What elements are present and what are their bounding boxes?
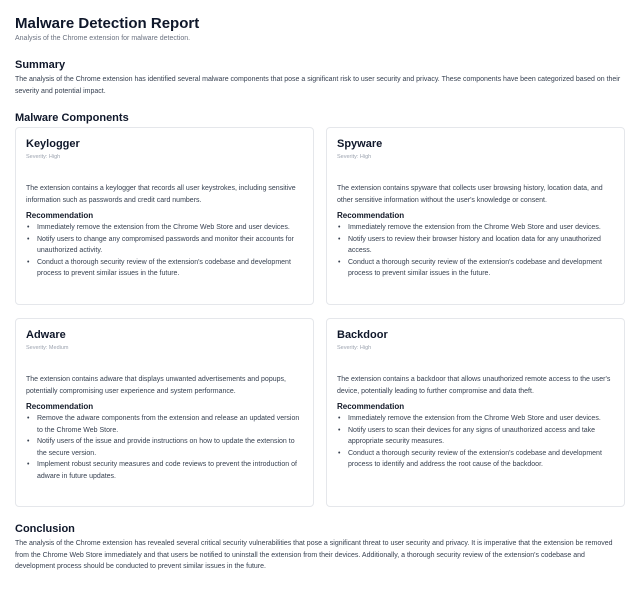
component-description: The extension contains a backdoor that allows unauthorized remote access to the user's device, potentially leading to further compromise and data theft.: [337, 376, 611, 395]
component-title: Backdoor: [337, 329, 388, 341]
recommendation-item: • Immediately remove the extension from the Chrome Web Store and user devices.: [337, 222, 614, 234]
component-card-adware: [15, 318, 314, 507]
component-card-spyware: [326, 127, 625, 305]
recommendation-list: [337, 413, 614, 471]
severity-label: Severity: Medium: [26, 345, 69, 351]
component-description: The extension contains adware that displays unwanted advertisements and popups, potentially compromising user experience and system performance.: [26, 376, 286, 395]
recommendation-item: • Notify users of the issue and provide instructions on how to update the extension to the secure version.: [26, 436, 303, 459]
recommendation-item: • Implement robust security measures and code reviews to prevent the introduction of adware in future updates.: [26, 459, 303, 482]
summary-heading: Summary: [15, 59, 66, 71]
component-title: Adware: [26, 329, 66, 341]
recommendation-item: • Notify users to change any compromised passwords and monitor their accounts for unauthorized activity.: [26, 234, 303, 257]
recommendation-list: [26, 413, 303, 482]
severity-label: Severity: High: [26, 154, 61, 160]
recommendation-item: • Conduct a thorough security review of the extension's codebase and development process to prevent similar issues in the future.: [26, 257, 303, 280]
recommendation-item: • Immediately remove the extension from the Chrome Web Store and user devices.: [337, 413, 614, 425]
recommendation-item: • Conduct a thorough security review of the extension's codebase and development process to prevent similar issues in the future.: [337, 257, 614, 280]
page-title: Malware Detection Report: [15, 15, 200, 32]
severity-label: Severity: High: [337, 154, 372, 160]
recommendation-heading: Recommendation: [337, 211, 405, 220]
recommendation-list: [26, 222, 303, 280]
recommendation-list: [337, 222, 614, 280]
recommendation-item: • Immediately remove the extension from the Chrome Web Store and user devices.: [26, 222, 303, 234]
severity-label: Severity: High: [337, 345, 372, 351]
recommendation-item: • Remove the adware components from the extension and release an updated version to the Chrome Web Store.: [26, 413, 303, 436]
component-description: The extension contains a keylogger that records all user keystrokes, including sensitive information such as passwords and credit card numbers.: [26, 185, 296, 204]
page-subtitle: Analysis of the Chrome extension for malware detection.: [15, 35, 191, 42]
recommendation-heading: Recommendation: [337, 402, 405, 411]
component-card-backdoor: [326, 318, 625, 507]
recommendation-item: • Notify users to scan their devices for any signs of unauthorized access and take appropriate security measures.: [337, 425, 614, 448]
components-heading: Malware Components: [15, 112, 129, 124]
components-grid: [15, 127, 625, 507]
conclusion-heading: Conclusion: [15, 523, 75, 535]
recommendation-item: • Notify users to review their browser history and location data for any unauthorized access.: [337, 234, 614, 257]
summary-text: The analysis of the Chrome extension has identified several malware components that pose a significant risk to user security and privacy. These components have been categorized based on their severity and potential impact.: [15, 76, 621, 95]
recommendation-heading: Recommendation: [26, 402, 94, 411]
recommendation-item: • Conduct a thorough security review of the extension's codebase and development process to identify and address the root cause of the backdoor.: [337, 448, 614, 471]
component-description: The extension contains spyware that collects user browsing history, location data, and other sensitive information without the user's knowledge or consent.: [337, 185, 603, 204]
component-title: Spyware: [337, 138, 383, 150]
conclusion-text: The analysis of the Chrome extension has revealed several critical security vulnerabilities that pose a significant threat to user security and privacy. It is imperative that the extension be removed from the Chrome Web Store immediately and that users be notified to uninstall the extension from their devices. Additionally, a thorough security review of the extension's codebase and development process should be conducted to prevent similar issues in the future.: [15, 540, 613, 570]
recommendation-heading: Recommendation: [26, 211, 94, 220]
component-card-keylogger: [15, 127, 314, 305]
component-title: Keylogger: [26, 138, 80, 150]
